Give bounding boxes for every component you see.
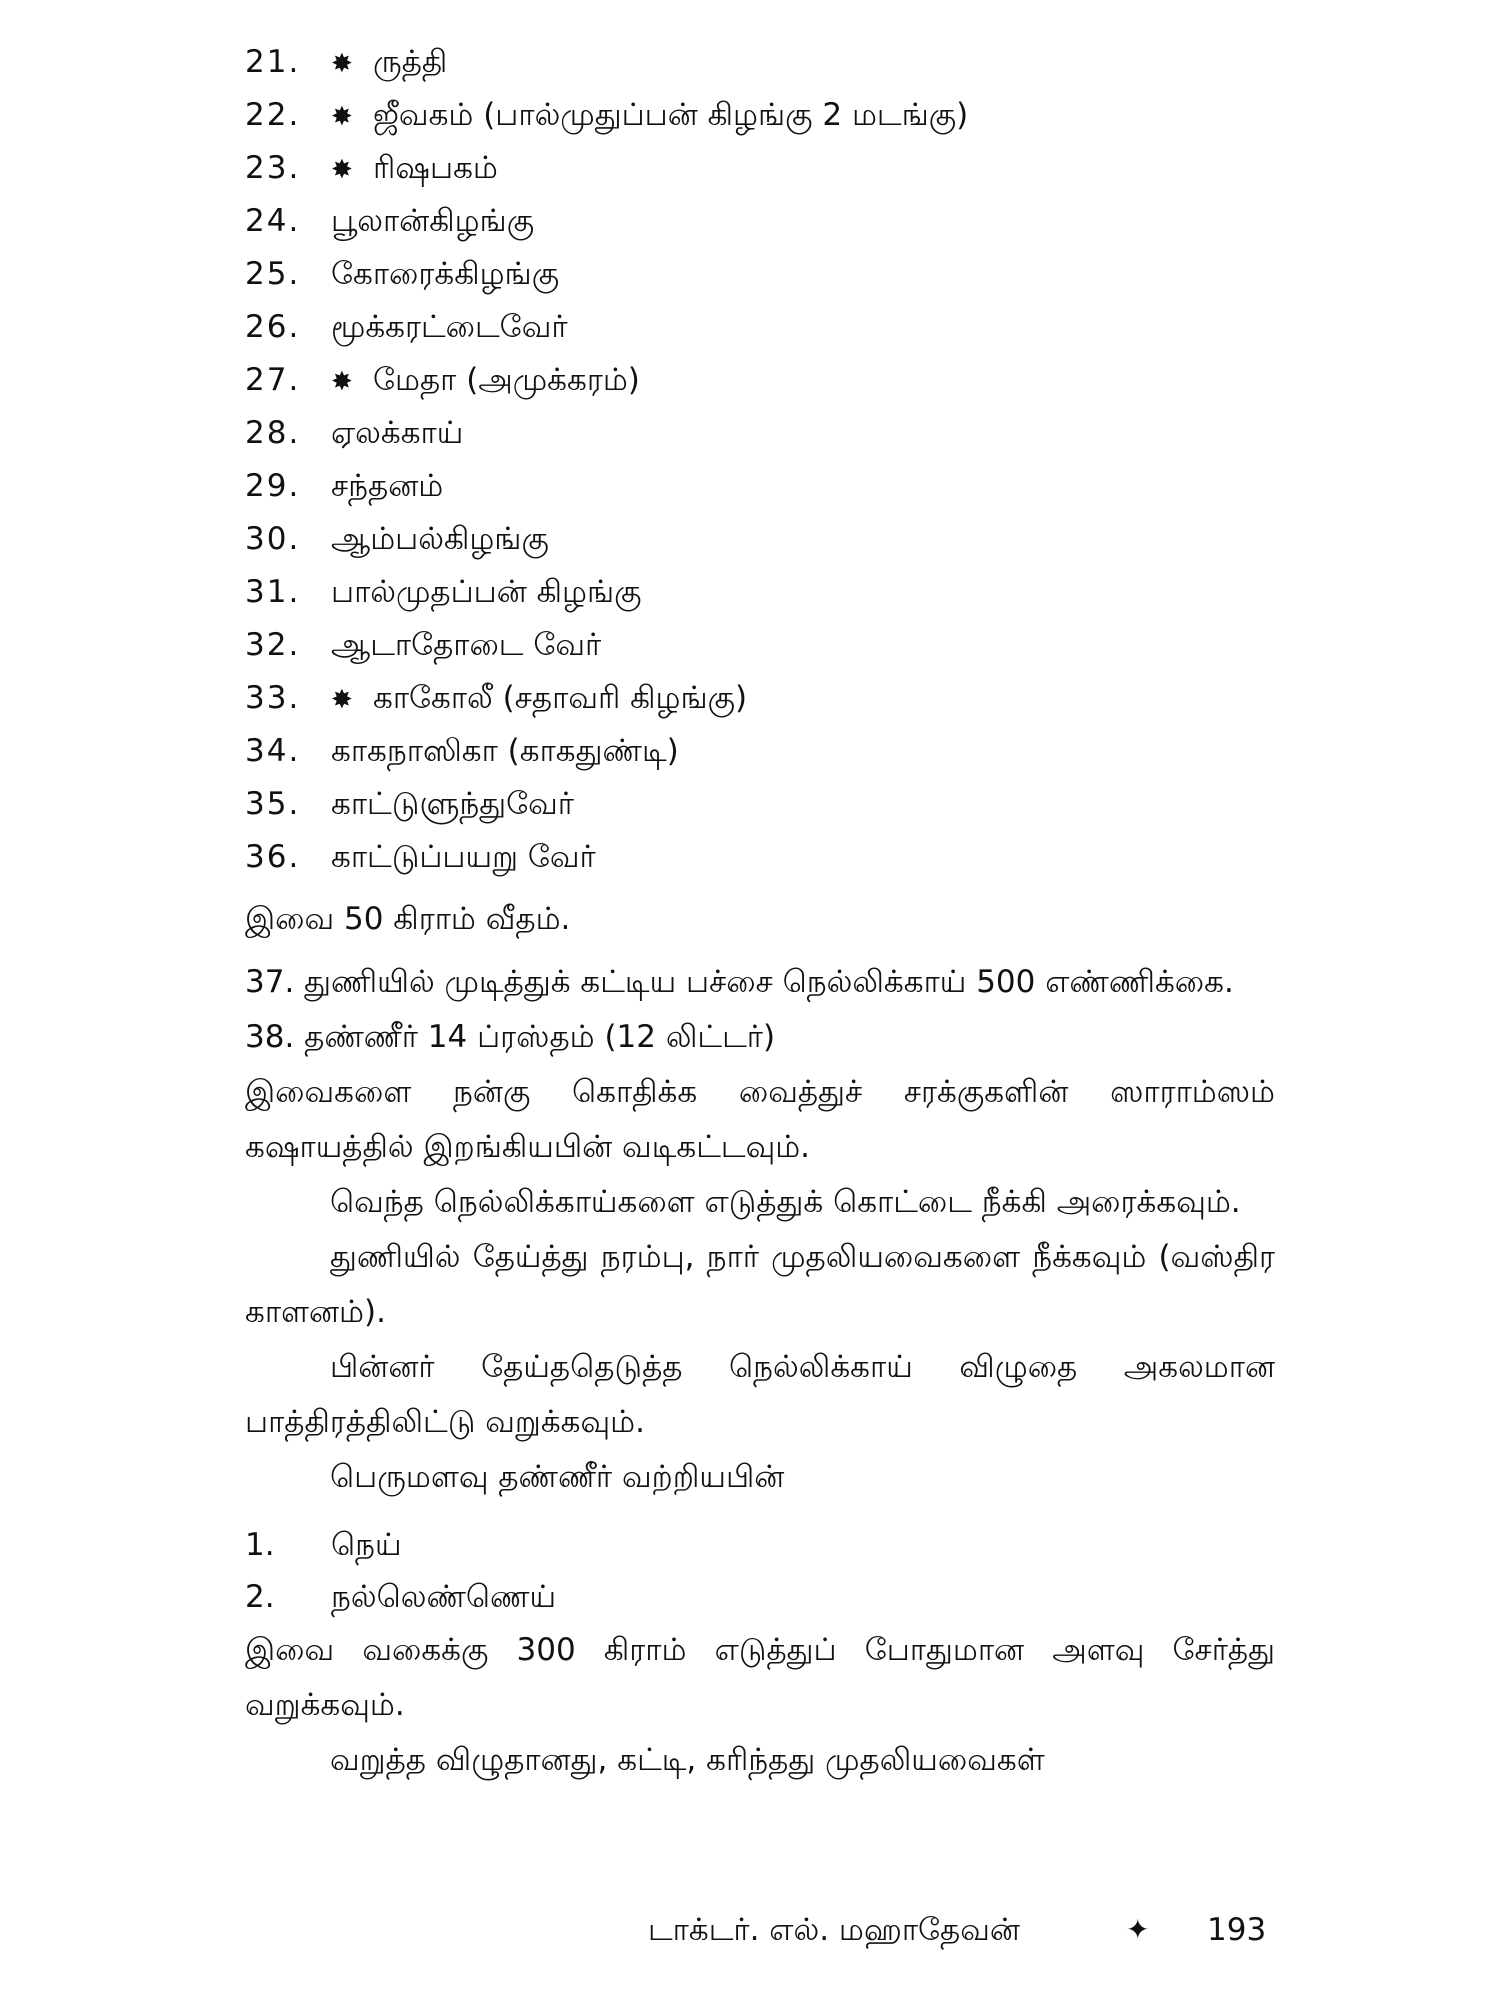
asterisk-star-icon: ✸ [331, 155, 353, 185]
list-item-number: 35. [245, 786, 301, 822]
asterisk-star-icon: ✸ [331, 367, 353, 397]
list-item-number: 36. [245, 839, 301, 875]
page-footer [0, 1905, 1500, 1955]
paragraph-50g: இவை 50 கிராம் வீதம். [245, 901, 571, 937]
list-item-number: 24. [245, 203, 301, 239]
list-item [245, 831, 1275, 884]
list-item-text: மேதா (அமுக்கரம்) [373, 362, 640, 398]
list-item-text: ஆடாதோடை வேர் [331, 627, 602, 663]
paragraph-water: பெருமளவு தண்ணீர் வற்றியபின் [330, 1459, 785, 1495]
list-item-number: 31. [245, 574, 301, 610]
list-item [245, 301, 1275, 354]
list-item-text: காட்டுப்பயறு வேர் [331, 839, 596, 875]
list-item-number: 23. [245, 150, 301, 186]
list-item-text: ஜீவகம் (பால்முதுப்பன் கிழங்கு 2 மடங்கு) [373, 97, 969, 133]
list-item-text: பால்முதப்பன் கிழங்கு [331, 574, 642, 610]
list-item-text: நெய் [331, 1527, 402, 1563]
list-item [245, 195, 1275, 248]
footer-star-icon: ✦ [1126, 1913, 1150, 1946]
ingredient-list [245, 36, 1275, 884]
list-item-number: 28. [245, 415, 301, 451]
paragraph-last: வறுத்த விழுதானது, கட்டி, கரிந்தது முதலியவைகள் [330, 1742, 1045, 1778]
list-item [245, 36, 1275, 89]
list-item-text: ருத்தி [373, 44, 448, 80]
paragraph-boil: இவைகளை நன்கு கொதிக்க வைத்துச் சரக்குகளின் ஸாராம்ஸம் கஷாயத்தில் இறங்கியபின் வடிகட்டவும். [245, 1074, 1275, 1165]
list-item [245, 142, 1275, 195]
page-content [245, 36, 1275, 1788]
list-item-text: காட்டுளுந்துவேர் [331, 786, 575, 822]
list-item [245, 1571, 1275, 1623]
list-item-text: ஏலக்காய் [331, 415, 464, 451]
list-item-text: மூக்கரட்டைவேர் [331, 309, 568, 345]
item-37: 37. துணியில் முடித்துக் கட்டிய பச்சை நெல்லிக்காய் 500 எண்ணிக்கை. [245, 964, 1234, 1000]
list-item-text: பூலான்கிழங்கு [331, 203, 535, 239]
list-item-text: கோரைக்கிழங்கு [331, 256, 560, 292]
list-item [245, 460, 1275, 513]
list-item-text: சந்தனம் [331, 468, 444, 504]
page-number: 193 [1207, 1912, 1267, 1948]
asterisk-star-icon: ✸ [331, 685, 353, 715]
list-item-number: 29. [245, 468, 301, 504]
list-item-number: 1. [245, 1527, 275, 1563]
list-item [245, 619, 1275, 672]
list-item-number: 22. [245, 97, 301, 133]
list-item [245, 513, 1275, 566]
list-item-number: 21. [245, 44, 301, 80]
list-item [245, 248, 1275, 301]
list-item-text: ரிஷபகம் [373, 150, 498, 186]
list-item [245, 354, 1275, 407]
footer-author: டாக்டர். எல். மஹாதேவன் [648, 1912, 1020, 1948]
item-38: 38. தண்ணீர் 14 ப்ரஸ்தம் (12 லிட்டர்) [245, 1019, 776, 1055]
list-item-text: காகநாஸிகா (காகதுண்டி) [331, 733, 679, 769]
asterisk-star-icon: ✸ [331, 102, 353, 132]
list-item-number: 30. [245, 521, 301, 557]
list-item-number: 33. [245, 680, 301, 716]
list-item [245, 89, 1275, 142]
paragraph-fry: பின்னர் தேய்ததெடுத்த நெல்லிக்காய் விழுதை அகலமான பாத்திரத்திலிட்டு வறுக்கவும். [245, 1349, 1275, 1440]
list-item-number: 2. [245, 1579, 275, 1615]
list-item-number: 32. [245, 627, 301, 663]
list-item-text: காகோலீ (சதாவரி கிழங்கு) [373, 680, 748, 716]
list-item [245, 407, 1275, 460]
list-item [245, 566, 1275, 619]
list-item [245, 1519, 1275, 1571]
list-item [245, 778, 1275, 831]
list-item-text: ஆம்பல்கிழங்கு [331, 521, 549, 557]
paragraph-cloth: துணியில் தேய்த்து நரம்பு, நார் முதலியவைகளை நீக்கவும் (வஸ்திர காளனம்). [245, 1239, 1275, 1330]
asterisk-star-icon: ✸ [331, 49, 353, 79]
list-item [245, 672, 1275, 725]
paragraph-300g: இவை வகைக்கு 300 கிராம் எடுத்துப் போதுமான அளவு சேர்த்து வறுக்கவும். [245, 1632, 1275, 1723]
list-item-number: 34. [245, 733, 301, 769]
list-item-text: நல்லெண்ணெய் [331, 1579, 557, 1615]
list-item-number: 25. [245, 256, 301, 292]
list-item-number: 26. [245, 309, 301, 345]
paragraph-seed: வெந்த நெல்லிக்காய்களை எடுத்துக் கொட்டை நீக்கி அரைக்கவும். [330, 1184, 1241, 1220]
list-item [245, 725, 1275, 778]
list-item-number: 27. [245, 362, 301, 398]
oil-list [245, 1519, 1275, 1623]
